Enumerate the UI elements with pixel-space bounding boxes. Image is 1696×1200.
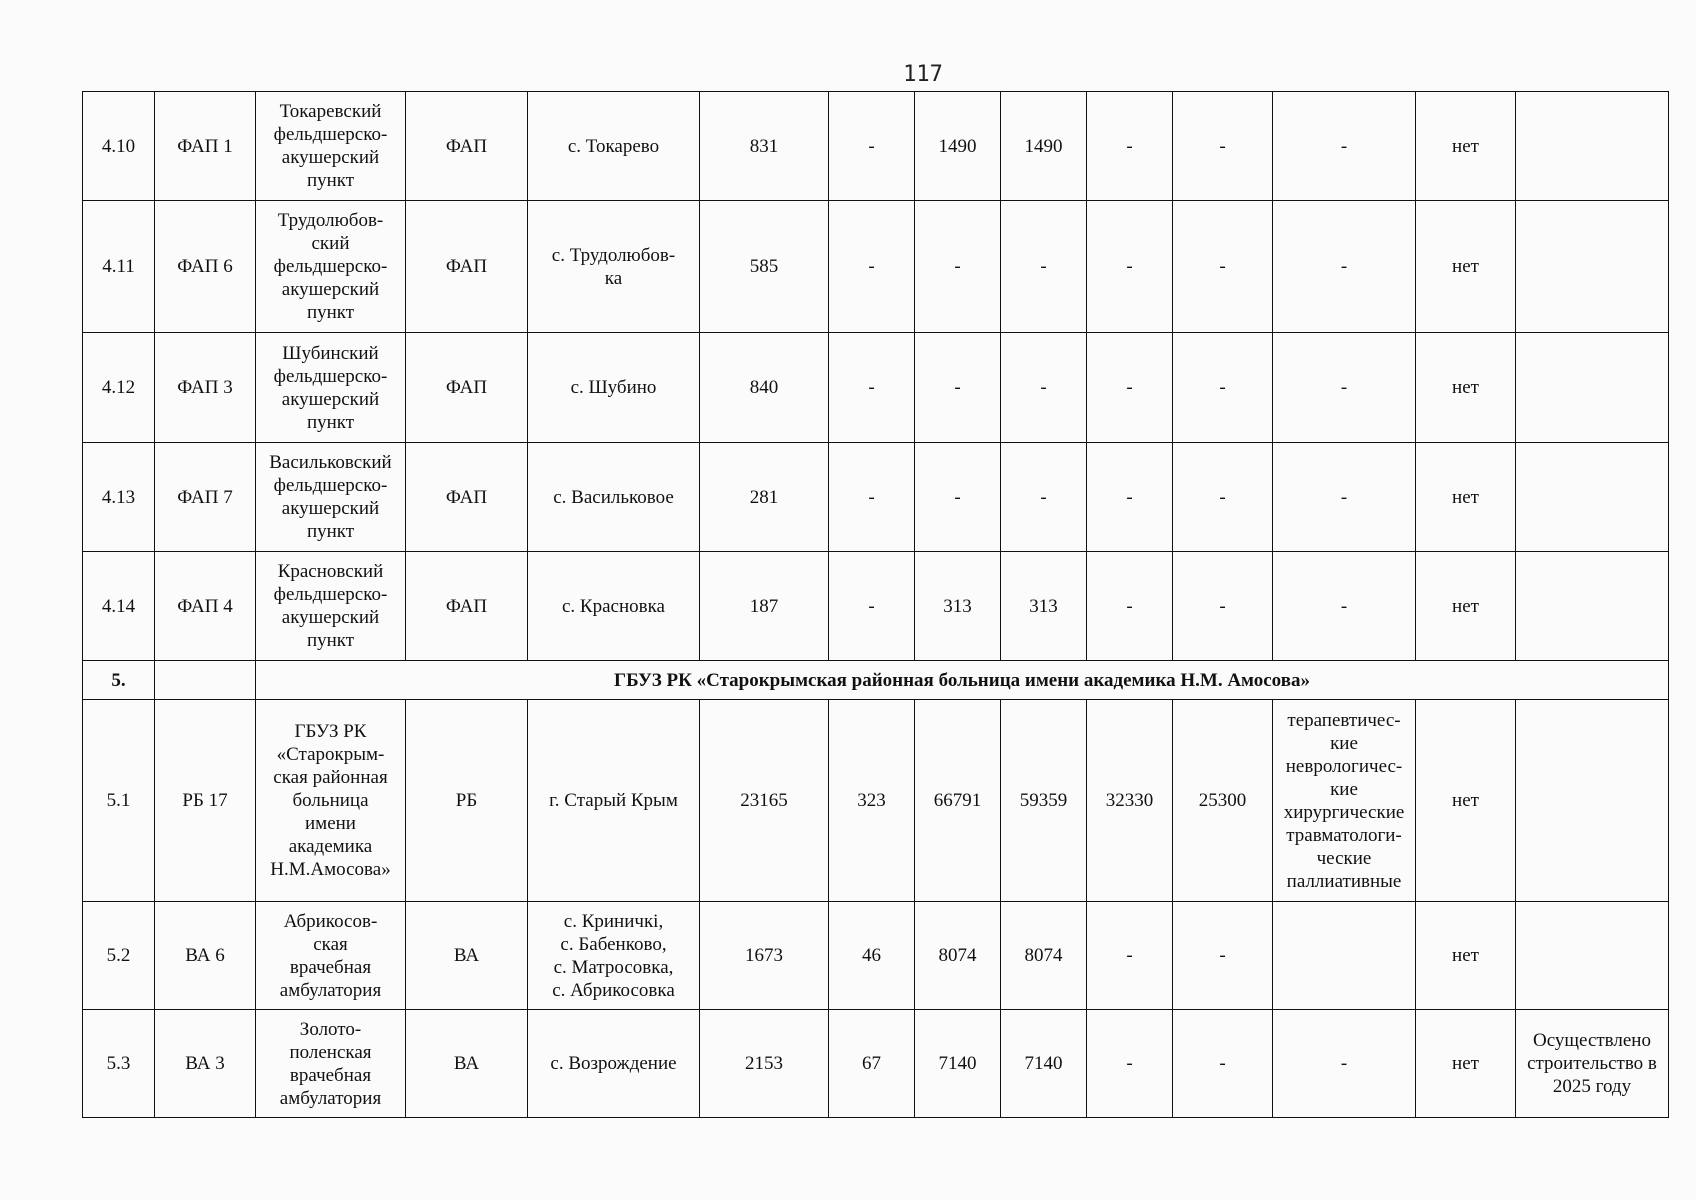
cell-flag: нет [1416, 333, 1516, 443]
table-row [83, 92, 1669, 201]
cell-value: 7140 [915, 1010, 1001, 1118]
row-number: 5.1 [83, 700, 155, 902]
cell-value: 2153 [700, 1010, 829, 1118]
cell-value: - [829, 443, 915, 552]
cell-flag: нет [1416, 443, 1516, 552]
cell-value: - [1173, 902, 1273, 1010]
cell-note [1516, 333, 1669, 443]
cell-value: - [1087, 552, 1173, 661]
cell-value: 59359 [1001, 700, 1087, 902]
facility-code: РБ 17 [155, 700, 256, 902]
cell-value: - [1173, 552, 1273, 661]
cell-value: - [1173, 443, 1273, 552]
row-number: 5.2 [83, 902, 155, 1010]
table-row [83, 443, 1669, 552]
facility-type: ФАП [406, 443, 528, 552]
cell-value: - [829, 92, 915, 201]
section-title: ГБУЗ РК «Старокрымская районная больница имени академика Н.М. Амосова» [256, 661, 1669, 700]
cell-value: 1673 [700, 902, 829, 1010]
cell-value: 8074 [915, 902, 1001, 1010]
facility-code: ВА 3 [155, 1010, 256, 1118]
section-spacer [155, 661, 256, 700]
facilities-table [82, 91, 1669, 1118]
cell-profiles: терапевтичес- кие неврологичес- кие хирургические травматологи- ческие паллиативные [1273, 700, 1416, 902]
locality: с. Красновка [528, 552, 700, 661]
cell-value: 67 [829, 1010, 915, 1118]
facility-type: ФАП [406, 92, 528, 201]
cell-value: 1490 [1001, 92, 1087, 201]
facility-code: ФАП 3 [155, 333, 256, 443]
facility-name: Абрикосов- ская врачебная амбулатория [256, 902, 406, 1010]
row-number: 4.11 [83, 201, 155, 333]
table-body [83, 92, 1669, 1118]
cell-value: - [829, 333, 915, 443]
cell-profiles: - [1273, 92, 1416, 201]
table-row [83, 700, 1669, 902]
cell-value: 323 [829, 700, 915, 902]
page-number: 117 [903, 62, 943, 87]
cell-value: 66791 [915, 700, 1001, 902]
cell-note [1516, 552, 1669, 661]
facility-name: Токаревский фельдшерско- акушерский пункт [256, 92, 406, 201]
cell-flag: нет [1416, 201, 1516, 333]
cell-value: - [1087, 902, 1173, 1010]
cell-value: - [829, 552, 915, 661]
facility-name: Васильковский фельдшерско- акушерский пункт [256, 443, 406, 552]
section-number: 5. [83, 661, 155, 700]
facility-type: ФАП [406, 333, 528, 443]
cell-value: 1490 [915, 92, 1001, 201]
cell-profiles: - [1273, 443, 1416, 552]
locality: с. Шубино [528, 333, 700, 443]
facility-type: ВА [406, 1010, 528, 1118]
cell-flag: нет [1416, 700, 1516, 902]
locality: с. Васильковое [528, 443, 700, 552]
cell-value: - [1173, 92, 1273, 201]
facility-type: ФАП [406, 552, 528, 661]
cell-note [1516, 92, 1669, 201]
row-number: 5.3 [83, 1010, 155, 1118]
cell-value: 313 [1001, 552, 1087, 661]
cell-value: - [1001, 201, 1087, 333]
cell-value: - [915, 201, 1001, 333]
cell-note [1516, 700, 1669, 902]
facility-type: РБ [406, 700, 528, 902]
facility-code: ВА 6 [155, 902, 256, 1010]
cell-value: - [1173, 333, 1273, 443]
locality: с. Возрождение [528, 1010, 700, 1118]
cell-value: - [1087, 1010, 1173, 1118]
facility-name: Шубинский фельдшерско- акушерский пункт [256, 333, 406, 443]
cell-value: - [829, 201, 915, 333]
cell-value: 585 [700, 201, 829, 333]
cell-note [1516, 443, 1669, 552]
locality: г. Старый Крым [528, 700, 700, 902]
row-number: 4.12 [83, 333, 155, 443]
cell-value: 8074 [1001, 902, 1087, 1010]
table-row [83, 1010, 1669, 1118]
cell-note [1516, 902, 1669, 1010]
row-number: 4.10 [83, 92, 155, 201]
row-number: 4.13 [83, 443, 155, 552]
cell-value: - [915, 443, 1001, 552]
cell-value: - [1001, 333, 1087, 443]
facility-type: ВА [406, 902, 528, 1010]
cell-value: 46 [829, 902, 915, 1010]
cell-value: - [1173, 201, 1273, 333]
cell-note [1516, 201, 1669, 333]
cell-value: 831 [700, 92, 829, 201]
cell-value: 7140 [1001, 1010, 1087, 1118]
row-number: 4.14 [83, 552, 155, 661]
cell-flag: нет [1416, 1010, 1516, 1118]
cell-flag: нет [1416, 902, 1516, 1010]
facility-name: Золото- поленская врачебная амбулатория [256, 1010, 406, 1118]
locality: с. Токарево [528, 92, 700, 201]
table-row [83, 201, 1669, 333]
cell-value: - [1087, 92, 1173, 201]
cell-note: Осуществлено строительство в 2025 году [1516, 1010, 1669, 1118]
cell-value: - [1087, 443, 1173, 552]
cell-value: - [1087, 333, 1173, 443]
locality: с. Криничкі, с. Бабенково, с. Матросовка, с. Абрикосовка [528, 902, 700, 1010]
facility-name: Трудолюбов- ский фельдшерско- акушерский пункт [256, 201, 406, 333]
cell-value: 25300 [1173, 700, 1273, 902]
cell-value: - [1087, 201, 1173, 333]
locality: с. Трудолюбов- ка [528, 201, 700, 333]
cell-flag: нет [1416, 92, 1516, 201]
facility-code: ФАП 6 [155, 201, 256, 333]
cell-value: - [1173, 1010, 1273, 1118]
cell-value: - [915, 333, 1001, 443]
facility-code: ФАП 1 [155, 92, 256, 201]
cell-value: 23165 [700, 700, 829, 902]
facility-code: ФАП 7 [155, 443, 256, 552]
cell-profiles [1273, 902, 1416, 1010]
facility-type: ФАП [406, 201, 528, 333]
cell-value: 32330 [1087, 700, 1173, 902]
cell-value: 281 [700, 443, 829, 552]
cell-value: 187 [700, 552, 829, 661]
table-row [83, 333, 1669, 443]
table-row [83, 552, 1669, 661]
section-header-row [83, 661, 1669, 700]
facility-code: ФАП 4 [155, 552, 256, 661]
table-row [83, 902, 1669, 1010]
facility-name: ГБУЗ РК «Старокрым- ская районная больница имени академика Н.М.Амосова» [256, 700, 406, 902]
cell-profiles: - [1273, 1010, 1416, 1118]
cell-value: 313 [915, 552, 1001, 661]
cell-profiles: - [1273, 201, 1416, 333]
cell-value: - [1001, 443, 1087, 552]
facility-name: Красновский фельдшерско- акушерский пункт [256, 552, 406, 661]
cell-value: 840 [700, 333, 829, 443]
cell-profiles: - [1273, 552, 1416, 661]
cell-flag: нет [1416, 552, 1516, 661]
cell-profiles: - [1273, 333, 1416, 443]
